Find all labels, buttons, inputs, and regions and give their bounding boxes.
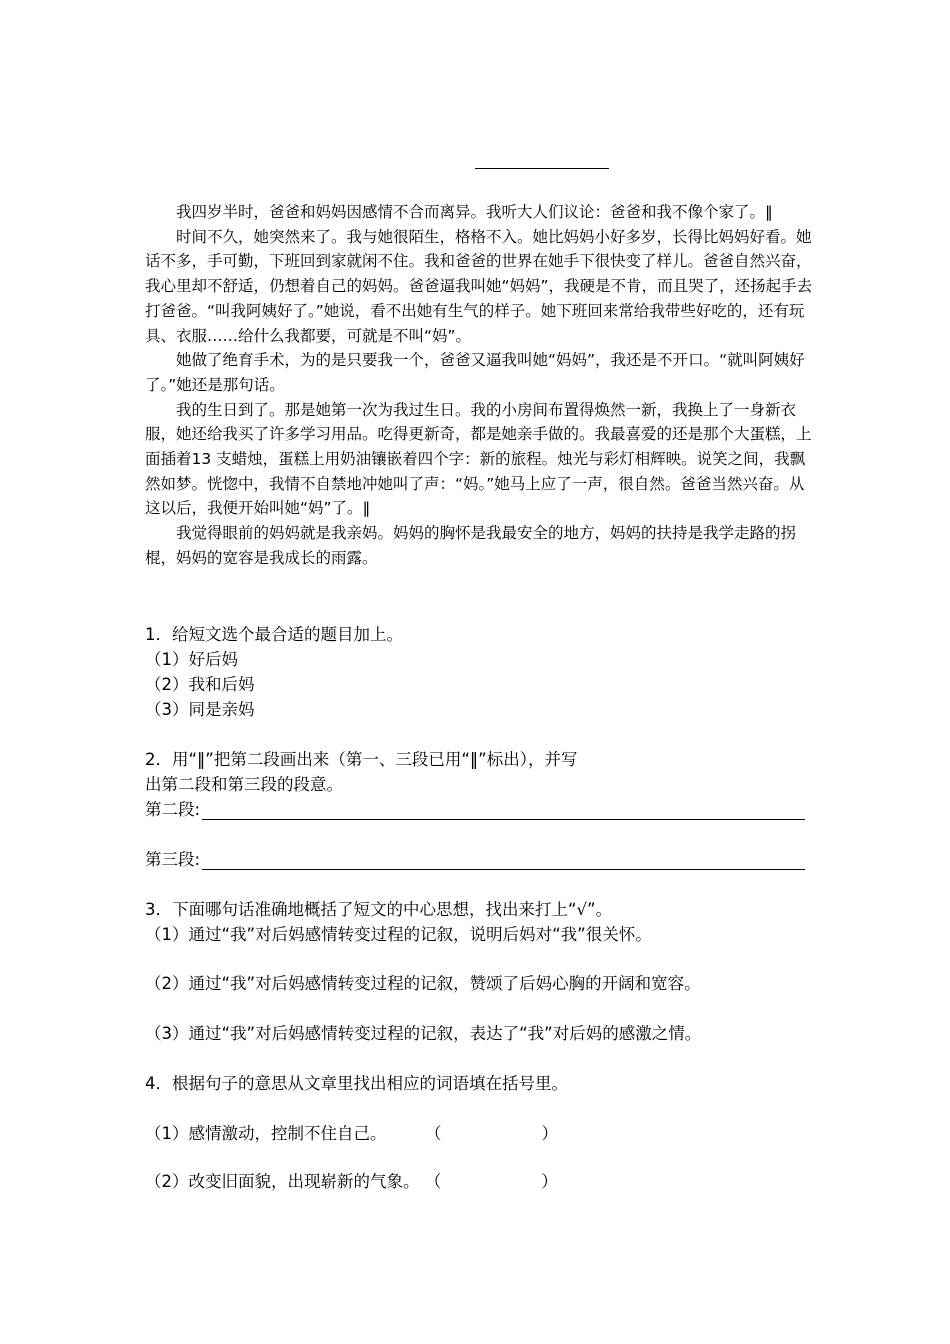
q2-answer-line-2[interactable] [202, 801, 805, 820]
q1-stem: 1．给短文选个最合适的题目加上。 [145, 625, 403, 644]
q1-option-1[interactable]: （1）好后妈 [145, 650, 238, 669]
q2-answer-line-3[interactable] [202, 851, 805, 870]
q3-option-2[interactable]: （2）通过“我”对后妈感情转变过程的记叙，赞颂了后妈心胸的开阔和宽容。 [145, 974, 701, 993]
q4-item-2-text: （2）改变旧面貌，出现崭新的气象。 [145, 1172, 420, 1191]
q4-item-2-open-paren: （ [424, 1172, 442, 1191]
paragraph-2: 时间不久，她突然来了。我与她很陌生，格格不入。她比妈妈小好多岁，长得比妈妈好看。她话不多，手可勤，下班回到家就闲不住。我和爸爸的世界在她手下很快变了样儿。爸爸自然兴奋，我心里却不舒适，仍想着自己的妈妈。爸爸逼我叫她“妈妈”，我硬是不肯，而且哭了，还扬起手去打爸爸。“叫我阿姨好了。”她说，看不出她有生气的样子。她下班回来常给我带些好吃的，还有玩具、衣服……给什么我都要，可就是不叫“妈”。 [145, 227, 813, 345]
paragraph-3: 她做了绝育手术，为的是只要我一个，爸爸又逼我叫她“妈妈”，我还是不开口。“就叫阿姨好了。”她还是那句话。 [145, 351, 805, 394]
q1-option-2[interactable]: （2）我和后妈 [145, 675, 255, 694]
q2-stem-line2: 出第二段和第三段的段意。 [145, 775, 343, 794]
title-blank-line [475, 168, 609, 169]
q4-item-1-text: （1）感情激动，控制不住自己。 [145, 1124, 387, 1143]
q2-stem-line1: 2．用“‖”把第二段画出来（第一、三段已用“‖”标出），并写 [145, 750, 578, 769]
paragraph-1: 我四岁半时，爸爸和妈妈因感情不合而离异。我听大人们议论：爸爸和我不像个家了。‖ [176, 203, 773, 221]
q4-item-2-close-paren: ） [541, 1172, 558, 1191]
q2-answer-row-2 [145, 796, 805, 820]
q2-answer-row-3 [145, 846, 805, 870]
q4-item-2 [145, 1169, 558, 1194]
reading-passage [145, 200, 815, 571]
q2-label-2: 第二段: [145, 800, 201, 819]
q3-stem: 3．下面哪句话准确地概括了短文的中心思想，找出来打上“√”。 [145, 900, 613, 919]
paragraph-4: 我的生日到了。那是她第一次为我过生日。我的小房间布置得焕然一新，我换上了一身新衣服，她还给我买了许多学习用品。吃得更新奇，都是她亲手做的。我最喜爱的还是那个大蛋糕，上面插着13 支蜡烛，蛋糕上用奶油镶嵌着四个字：新的旅程。烛光与彩灯相辉映。说笑之间，我飘然如梦。恍惚中，我情不自禁地冲她叫了声：“妈。”她马上应了一声，很自然。爸爸当然兴奋。从这以后，我便开始叫她“妈”了。‖ [145, 400, 812, 518]
q1-option-3[interactable]: （3）同是亲妈 [145, 700, 255, 719]
q4-item-1-close-paren: ） [541, 1124, 558, 1143]
q4-item-1-open-paren: （ [425, 1124, 442, 1143]
q4-item-1 [145, 1121, 558, 1146]
q3-option-3[interactable]: （3）通过“我”对后妈感情转变过程的记叙，表达了“我”对后妈的感激之情。 [145, 1024, 702, 1043]
q2-label-3: 第三段: [145, 850, 201, 869]
q3-option-1[interactable]: （1）通过“我”对后妈感情转变过程的记叙，说明后妈对“我”很关怀。 [145, 925, 652, 944]
paragraph-5: 我觉得眼前的妈妈就是我亲妈。妈妈的胸怀是我最安全的地方，妈妈的扶持是我学走路的拐棍，妈妈的宽容是我成长的雨露。 [145, 524, 797, 567]
q4-stem: 4．根据句子的意思从文章里找出相应的词语填在括号里。 [145, 1074, 568, 1093]
